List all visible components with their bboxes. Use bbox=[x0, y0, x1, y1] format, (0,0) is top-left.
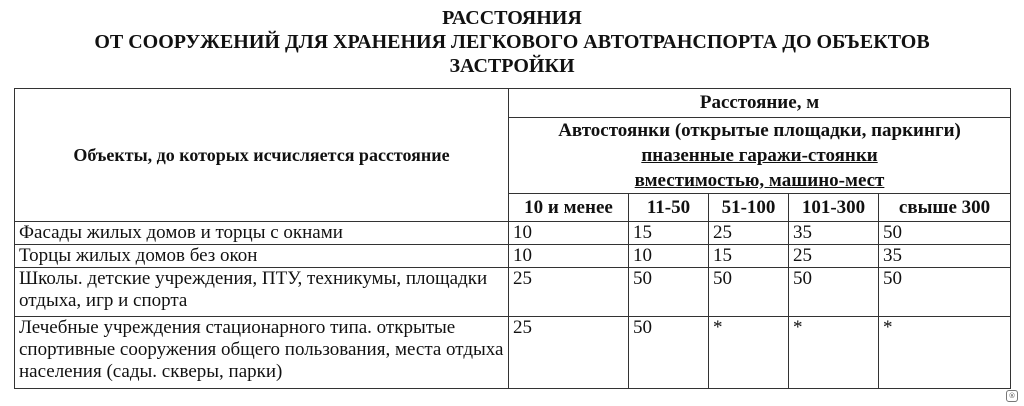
parking-header-line-1: Автостоянки (открытые площадки, паркинги) bbox=[558, 120, 961, 141]
value-cell: * bbox=[709, 317, 789, 389]
objects-header: Объекты, до которых исчисляется расстояние bbox=[15, 89, 509, 222]
distance-header: Расстояние, м bbox=[509, 89, 1011, 118]
distance-table bbox=[14, 88, 1011, 389]
object-cell: Школы. детские учреждения, ПТУ, техникумы, площадки отдыха, игр и спорта bbox=[15, 268, 509, 317]
value-cell: 50 bbox=[789, 268, 879, 317]
title-line-3: ЗАСТРОЙКИ bbox=[449, 55, 575, 77]
value-cell: 25 bbox=[509, 317, 629, 389]
value-cell: * bbox=[789, 317, 879, 389]
capacity-header: свыше 300 bbox=[879, 194, 1011, 222]
title-line-1: РАССТОЯНИЯ bbox=[442, 7, 582, 29]
object-cell: Фасады жилых домов и торцы с окнами bbox=[15, 222, 509, 245]
value-cell: 50 bbox=[709, 268, 789, 317]
object-cell: Лечебные учреждения стационарного типа. открытые спортивные сооружения общего пользования, места отдыха населения (сады. скверы, парки) bbox=[15, 317, 509, 389]
value-cell: 35 bbox=[789, 222, 879, 245]
value-cell: 10 bbox=[509, 222, 629, 245]
value-cell: 25 bbox=[509, 268, 629, 317]
value-cell: 10 bbox=[509, 245, 629, 268]
title-line-2: ОТ СООРУЖЕНИЙ ДЛЯ ХРАНЕНИЯ ЛЕГКОВОГО АВТОТРАНСПОРТА ДО ОБЪЕКТОВ bbox=[94, 31, 930, 53]
table-row bbox=[15, 268, 1011, 317]
value-cell: * bbox=[879, 317, 1011, 389]
table-row bbox=[15, 222, 1011, 245]
value-cell: 50 bbox=[879, 268, 1011, 317]
value-cell: 15 bbox=[629, 222, 709, 245]
capacity-header: 51-100 bbox=[709, 194, 789, 222]
document-title bbox=[0, 6, 1024, 78]
table-row bbox=[15, 245, 1011, 268]
table-row bbox=[15, 317, 1011, 389]
value-cell: 35 bbox=[879, 245, 1011, 268]
capacity-header: 11-50 bbox=[629, 194, 709, 222]
value-cell: 10 bbox=[629, 245, 709, 268]
parking-header-line-2: пназенные гаражи-стоянки bbox=[641, 145, 878, 166]
watermark-icon: ® bbox=[1006, 390, 1018, 402]
object-cell: Торцы жилых домов без окон bbox=[15, 245, 509, 268]
parking-header bbox=[509, 118, 1011, 194]
capacity-header: 10 и менее bbox=[509, 194, 629, 222]
value-cell: 50 bbox=[629, 268, 709, 317]
value-cell: 50 bbox=[629, 317, 709, 389]
value-cell: 25 bbox=[789, 245, 879, 268]
capacity-header: 101-300 bbox=[789, 194, 879, 222]
value-cell: 15 bbox=[709, 245, 789, 268]
value-cell: 25 bbox=[709, 222, 789, 245]
value-cell: 50 bbox=[879, 222, 1011, 245]
parking-header-line-3: вместимостью, машино-мест bbox=[634, 170, 885, 191]
